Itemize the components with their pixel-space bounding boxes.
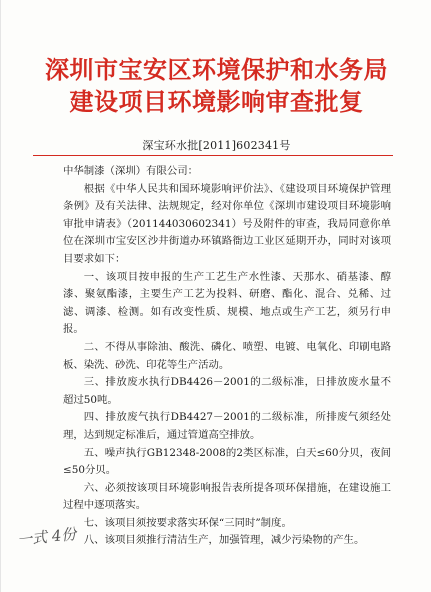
addressee: 中华制漆（深圳）有限公司： (63, 165, 199, 177)
requirement-item-7: 七、该项目须按要求落实环保“三同时”制度。 (83, 516, 292, 529)
requirement-item-6: 六、必须按该项目环境影响报告表所提各项环保措施，在建设施工过程中逐项落实。 (63, 481, 391, 512)
header-divider (33, 155, 393, 156)
requirement-item-8: 八、该项目须推行清洁生产，加强管理，减少污染物的产生。 (83, 534, 365, 547)
requirement-item-1: 一、该项目按申报的生产工艺生产水性漆、天那水、硝基漆、醇漆、聚氨酯漆，主要生产工艺为投料、研磨、酯化、混合、兑稀、过滤、调漆、检测。如有改变性质、规模、地点或生产工艺，须另行申报。 (63, 270, 391, 336)
requirement-item-5: 五、噪声执行GB12348-2008的2类区标准，白天≤60分贝，夜间≤50分贝。 (63, 446, 391, 477)
requirement-item-2: 二、不得从事除油、酸洗、磷化、喷塑、电镀、电氧化、印刷电路板、染洗、砂洗、印花等生产活动。 (63, 340, 391, 371)
document-body (63, 163, 391, 550)
handwritten-note: 一式 4份 (16, 524, 78, 550)
intro-paragraph: 根据《中华人民共和国环境影响评价法》、《建设项目环境保护管理条例》及有关法律、法规规定，经对你单位《深圳市建设项目环境影响审批申请表》（201144030602341）号及附件的审查，我局同意你单位在深圳市宝安区沙井街道办环镇路衙边工业区延期开办，同时对该项目要求如下： (63, 182, 391, 265)
document-title-line-2: 建设项目环境影响审查批复 (69, 88, 364, 116)
requirement-item-4: 四、排放废气执行DB4427－2001的二级标准，所排废气须经处理，达到规定标准后，通过管道高空排放。 (63, 411, 391, 441)
document-number: 深宝环水批[2011]602341号 (142, 139, 291, 152)
document-title-line-1: 深圳市宝安区环境保护和水务局 (45, 56, 388, 84)
requirement-item-3: 三、排放废水执行DB4426－2001的二级标准，日排放废水量不超过50吨。 (63, 376, 391, 406)
